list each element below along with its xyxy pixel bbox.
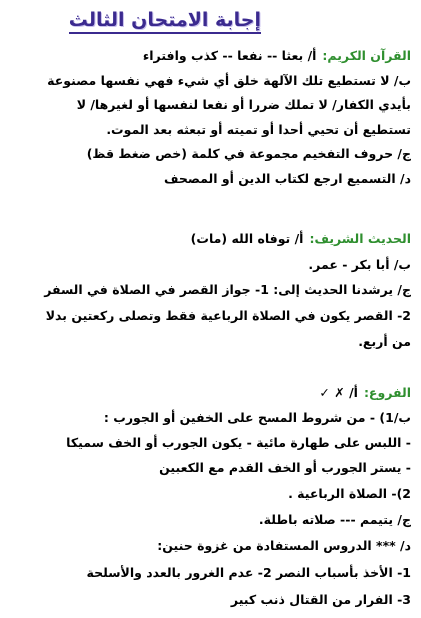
furu-line-8: 1- الأخذ بأسباب النصر 2- عدم الغرور بالعدد والأسلحة [86,565,411,580]
furu-line-6: ج/ يتيمم --- صلاته باطلة. [258,512,411,527]
furu-line-2: ب/1) - من شروط المسح على الخفين أو الجورب : [103,410,411,425]
furu-line-4: - يستر الجورب أو الخف القدم مع الكعبين [159,460,411,475]
furu-line-9: 3- الفرار من القتال ذنب كبير [230,592,411,607]
furu-line-3: - اللبس على طهارة مائية - يكون الجورب أو الخف سميكا [66,435,411,450]
quran-line-3: بأيدي الكفار/ لا تملك ضررا أو نفعا لنفسها أو لغيرها/ لا [76,97,411,112]
furu-line-1 [6,383,411,403]
quran-heading: القرآن الكريم: [322,48,411,63]
quran-line-5: ج/ حروف التفخيم مجموعة في كلمة (خص ضغط قظ) [86,146,411,161]
hadith-line-5: من أربع. [358,334,411,349]
quran-answer-a: أ/ بعثا -- نفعا -- كذب وافتراء [142,48,317,63]
hadith-line-1 [6,229,411,249]
hadith-line-2: ب/ أبا بكر - عمر. [308,257,411,272]
hadith-line-3: ج/ يرشدنا الحديث إلى: 1- جواز القصر في الصلاة في السفر [44,282,411,297]
furu-line-5: 2)- الصلاة الرباعية . [288,486,411,501]
quran-line-2: ب/ لا تستطيع تلك الآلهة خلق أي شيء فهي نفسها مصنوعة [47,73,411,88]
furu-line-7: د/ *** الدروس المستفادة من غزوة حنين: [157,538,411,553]
quran-line-6: د/ التسميع ارجع لكتاب الدين أو المصحف [163,171,411,186]
quran-line-4: تستطيع أن تحيي أحدا أو تميته أو تبعثه بعد الموت. [106,122,411,137]
furu-answer-a: أ/ ✗ ✓ [319,385,358,400]
title-wrap [69,4,261,38]
hadith-heading: الحديث الشريف: [309,231,411,246]
page-title: إجابة الامتحان الثالث [69,9,261,34]
hadith-answer-a: أ/ توفاه الله (مات) [190,231,304,246]
quran-line-1 [6,46,411,66]
furu-heading: الفروع: [363,385,411,400]
hadith-line-4: 2- القصر يكون في الصلاة الرباعية فقط وتصلى ركعتين بدلا [45,308,411,323]
